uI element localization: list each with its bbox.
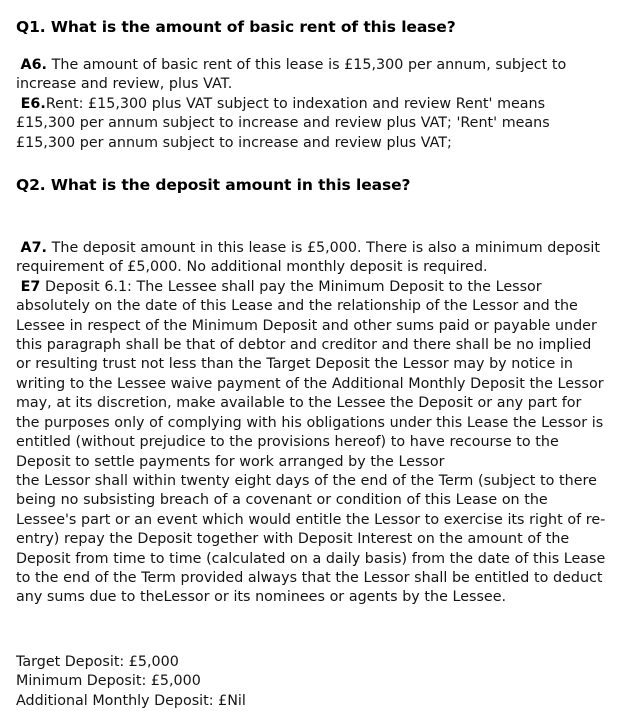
question-1-heading: Q1. What is the amount of basic rent of this lease? bbox=[16, 18, 456, 36]
evidence-label-e6: E6. bbox=[20, 95, 46, 112]
summary-additional-monthly-deposit: Additional Monthly Deposit: £Nil bbox=[16, 692, 246, 709]
summary-minimum-deposit: Minimum Deposit: £5,000 bbox=[16, 673, 201, 690]
answer-text-a6: The amount of basic rent of this lease is £15,300 per annum, subject to increase and review, plus VAT. bbox=[16, 57, 567, 93]
evidence-label-e7: E7 bbox=[20, 278, 41, 295]
evidence-text-e6: Rent: £15,300 plus VAT subject to indexation and review Rent' means £15,300 per annum subject to increase and review plus VAT; 'Rent' means £15,300 per annum subject to increase and review plus VAT; bbox=[16, 95, 550, 151]
evidence-text-e7-continued: the Lessor shall within twenty eight days of the end of the Term (subject to there being no subsisting breach of a covenant or condition of this Lease on the Lessee's part or an event which would entitle the Lessor to exercise its right of re-entry) repay the Deposit together with Deposit Interest on the amount of the Deposit from time to time (calculated on a daily basis) from the date of this Lease to the end of the Term provided always that the Lessor shall be entitled to deduct any sums due to theLessor or its nominees or agents by the Lessee. bbox=[16, 472, 606, 606]
answer-text-a7: The deposit amount in this lease is £5,000. There is also a minimum deposit requirement of £5,000. No additional monthly deposit is required. bbox=[16, 240, 601, 276]
summary-target-deposit: Target Deposit: £5,000 bbox=[16, 653, 179, 670]
evidence-text-e7: Deposit 6.1: The Lessee shall pay the Minimum Deposit to the Lessor absolutely on the date of this Lease and the relationship of the Lessor and the Lessee in respect of the Minimum Deposit and other sums paid or payable under this paragraph shall be that of debtor and creditor and there shall be no implied or resulting trust not less than the Target Deposit the Lessor may by notice in writing to the Lessee waive payment of the Additional Monthly Deposit the Lessor may, at its discretion, make available to the Lessee the Deposit or any part for the purposes only of complying with his obligations under this Lease the Lessor is entitled (without prejudice to the provisions hereof) to have recourse to the Deposit to settle payments for work arranged by the Lessor bbox=[16, 278, 604, 470]
question-2-heading: Q2. What is the deposit amount in this lease? bbox=[16, 176, 411, 195]
deposit-summary-block bbox=[16, 608, 608, 711]
answer-label-a6: A6. bbox=[20, 57, 47, 73]
answer-label-a7: A7. bbox=[20, 240, 47, 257]
question-1-answer-block bbox=[16, 37, 608, 153]
question-2-answer-block bbox=[16, 195, 608, 608]
